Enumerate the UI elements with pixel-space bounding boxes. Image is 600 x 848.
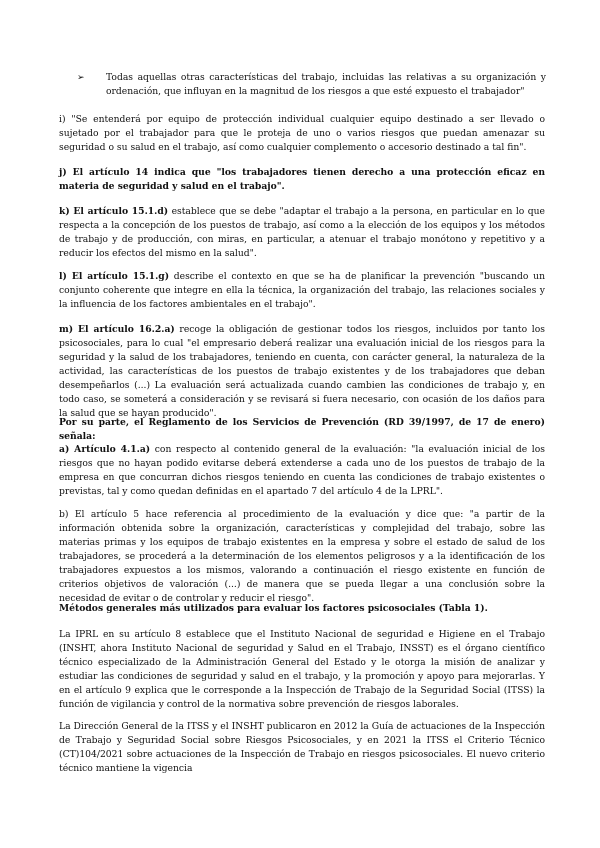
paragraph-a-text: con respecto al contenido general de la evaluación: "la evaluación inicial de los riesgos que no hayan podido evitarse deberá extenderse a cada uno de los puestos de trabajo de la empresa en que concurran dichos riesgos teniendo en cuenta las condiciones de trabajo existentes o previstas, tal y como quedan definidas en el apartado 7 del artículo 4 de la LPRL".	[59, 444, 545, 497]
paragraph-l	[59, 270, 545, 312]
paragraph-k	[59, 205, 545, 261]
paragraph-direccion	[59, 720, 545, 776]
paragraph-k-text: establece que se debe "adaptar el trabajo a la persona, en particular en lo que respecta a la concepción de los puestos de trabajo, así como a la elección de los equipos y los métodos de trabajo y de producción, con miras, en particular, a atenuar el trabajo monótono y repetitivo y a reducir los efectos del mismo en la salud".	[59, 206, 545, 259]
paragraph-l-text: describe el contexto en que se ha de planificar la prevención "buscando un conjunto coherente que integre en ella la técnica, la organización del trabajo, las relaciones sociales y la influencia de los factores ambientales en el trabajo".	[59, 271, 545, 310]
paragraph-a-label: a) Artículo 4.1.a)	[59, 444, 151, 455]
bullet-text: Todas aquellas otras características del trabajo, incluidas las relativas a su organización y ordenación, que influyan en la magnitud de los riesgos a que esté expuesto el trabajador"	[106, 72, 546, 97]
paragraph-b-text: b) El artículo 5 hace referencia al procedimiento de la evaluación y dice que: "a partir de la información obtenida sobre la organización, características y complejidad del trabajo, sobre las materias primas y los equipos de trabajo existentes en la empresa y sobre el estado de salud de los trabajadores, se procederá a la determinación de los elementos peligrosos y a la identificación de los trabajadores expuestos a los mismos, valorando a continuación el riesgo existente en función de criterios objetivos de valoración (...) de manera que se pueda llegar a una conclusión sobre la necesidad de evitar o de controlar y reducir el riesgo".	[59, 509, 545, 604]
paragraph-i	[59, 113, 545, 155]
arrow-bullet-icon: ➢	[77, 72, 85, 83]
paragraph-j	[59, 166, 545, 194]
paragraph-i-label: i)	[59, 114, 66, 125]
paragraph-m	[59, 323, 545, 421]
bullet-item	[77, 71, 546, 99]
paragraph-metodos-text: Métodos generales más utilizados para evaluar los factores psicosociales (Tabla 1).	[59, 603, 488, 614]
paragraph-reglamento	[59, 416, 545, 444]
paragraph-metodos	[59, 602, 545, 616]
paragraph-j-label: j) El artículo 14	[59, 167, 149, 178]
paragraph-m-label: m) El artículo 16.2.a)	[59, 324, 175, 335]
paragraph-i-text: "Se entenderá por equipo de protección individual cualquier equipo destinado a ser llevado o sujetado por el trabajador para que le proteja de uno o varios riesgos que puedan amenazar su seguridad o su salud en el trabajo, así como cualquier complemento o accesorio destinado a tal fin".	[59, 114, 545, 153]
paragraph-direccion-text: La Dirección General de la ITSS y el INSHT publicaron en 2012 la Guía de actuaciones de la Inspección de Trabajo y Seguridad Social sobre Riesgos Psicosociales, y en 2021 la ITSS el Criterio Técnico (CT)104/2021 sobre actuaciones de la Inspección de Trabajo en riesgos psicosociales. El nuevo criterio técnico mantiene la vigencia	[59, 721, 545, 774]
paragraph-iprl	[59, 628, 545, 712]
paragraph-reglamento-text: Por su parte, el Reglamento de los Servicios de Prevención (RD 39/1997, de 17 de enero) señala:	[59, 417, 545, 442]
paragraph-k-label: k) El artículo 15.1.d)	[59, 206, 169, 217]
paragraph-iprl-text: La IPRL en su artículo 8 establece que el Instituto Nacional de seguridad e Higiene en el Trabajo (INSHT, ahora Instituto Nacional de seguridad y Salud en el Trabajo, INSST) es el órgano científico técnico especializado de la Administración General del Estado y le otorga la misión de analizar y estudiar las condiciones de seguridad y salud en el trabajo, y la promoción y apoyo para mejorarlas. Y en el artículo 9 explica que le corresponde a la Inspección de Trabajo de la Seguridad Social (ITSS) la función de vigilancia y control de la normativa sobre prevención de riesgos laborales.	[59, 629, 545, 710]
paragraph-a	[59, 443, 545, 499]
paragraph-j-text: indica que "los trabajadores tienen derecho a una protección eficaz en materia de seguridad y salud en el trabajo".	[59, 167, 546, 192]
paragraph-b	[59, 508, 545, 606]
paragraph-m-text: recoge la obligación de gestionar todos los riesgos, incluidos por tanto los psicosociales, para lo cual "el empresario deberá realizar una evaluación inicial de los riesgos para la seguridad y la salud de los trabajadores, teniendo en cuenta, con carácter general, la naturaleza de la actividad, las características de los puestos de trabajo existentes y de los trabajadores que deban desempeñarlos (...) La evaluación será actualizada cuando cambien las condiciones de trabajo y, en todo caso, se someterá a consideración y se revisará si fuera necesario, con ocasión de los daños para la salud que se hayan producido".	[59, 324, 545, 419]
paragraph-l-label: l) El artículo 15.1.g)	[59, 271, 170, 282]
